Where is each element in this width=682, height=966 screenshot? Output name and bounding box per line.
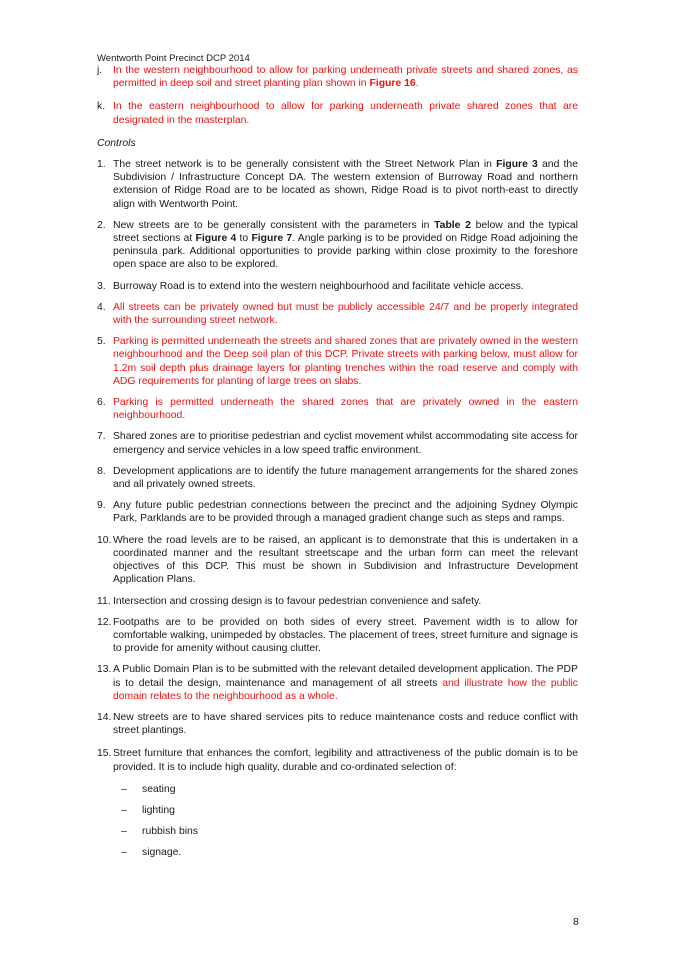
item-marker: 11. [97, 595, 111, 607]
control-14 [97, 711, 578, 737]
item-text: A Public Domain Plan is to be submitted with the relevant detailed development application. The PDP is to detail the design, maintenance and management of all streets and illustrate how the public domain relates to the neighbourhood as a whole. [113, 664, 578, 702]
item-marker: 3. [97, 280, 106, 292]
item-marker: 9. [97, 500, 106, 512]
item-text: Parking is permitted underneath the shared zones that are privately owned in the eastern neighbourhood. [113, 397, 578, 422]
dash-item-seating [97, 783, 578, 796]
control-12 [97, 616, 578, 656]
item-text: New streets are to have shared services pits to reduce maintenance costs and reduce conflict with street plantings. [113, 711, 578, 737]
item-marker: 15. [97, 748, 112, 760]
item-marker: 4. [97, 301, 106, 313]
item-marker: 6. [97, 397, 106, 409]
dash-item-lighting [97, 804, 578, 817]
dash-item-text: lighting [142, 804, 175, 816]
objective-k [97, 100, 578, 126]
item-text: New streets are to be generally consistent with the parameters in Table 2 below and the typical street sections at Figure 4 to Figure 7. Angle parking is to be provided on Ridge Road adjoining the peninsula park. Additional opportunities to provide parking within close proximity to the foreshore open space are also to be explored. [113, 219, 579, 271]
control-9 [97, 499, 578, 525]
control-7 [97, 430, 578, 456]
dash-item-signage [97, 846, 578, 859]
item-text: Any future public pedestrian connections between the precinct and the adjoining Sydney Olympic Park, Parklands are to be provided through a managed gradient change such as steps and ramps. [113, 500, 578, 525]
item-marker: k. [97, 101, 106, 113]
item-text: Footpaths are to be provided on both sides of every street. Pavement width is to allow for comfortable walking, unimpeded by obstacles. The placement of trees, street furniture and signage is to provide for amenity without causing clutter. [113, 616, 578, 655]
dash-item-rubbish-bins [97, 825, 578, 838]
control-4 [97, 301, 578, 327]
item-marker: 13. [97, 664, 112, 676]
objective-j [97, 64, 578, 90]
control-2 [97, 219, 578, 272]
item-text: Parking is permitted underneath the streets and shared zones that are privately owned in the western neighbourhood and the Deep soil plan of this DCP. Private streets with parking below, must allow for 1.2m soil depth plus drainage layers for planting trenches within the road reserve and comply with ADG requirements for planting of large trees on slabs. [113, 336, 578, 387]
control-1 [97, 158, 578, 211]
item-marker: j. [97, 65, 103, 76]
control-5 [97, 335, 578, 388]
item-text: Development applications are to identify the future management arrangements for the shared zones and all privately owned streets. [113, 465, 578, 491]
control-13 [97, 663, 578, 703]
dash-item-text: signage. [142, 847, 182, 859]
control-8 [97, 465, 578, 491]
item-text: In the western neighbourhood to allow for parking underneath private streets and shared zones, as permitted in deep soil and street planting plan shown in Figure 16. [113, 65, 578, 90]
item-marker: 12. [97, 616, 112, 628]
item-marker: 7. [97, 431, 106, 443]
item-marker: 5. [97, 336, 106, 348]
item-marker: 1. [97, 159, 106, 171]
control-10 [97, 534, 578, 587]
page-number: 8 [573, 916, 579, 928]
item-text: In the eastern neighbourhood to allow for parking underneath private shared zones that are designated in the masterplan. [113, 101, 578, 126]
item-text: All streets can be privately owned but must be publicly accessible 24/7 and be properly integrated with the surrounding street network. [113, 301, 578, 327]
item-text: The street network is to be generally consistent with the Street Network Plan in Figure 3 and the Subdivision / Infrastructure Concept DA. The western extension of Burroway Road and northern extension of Ridge Road are to be located as shown, Ridge Road is to pivot north-east to directly align with Wentworth Point. [113, 159, 578, 210]
control-11 [97, 595, 578, 608]
item-marker: 8. [97, 465, 106, 477]
item-marker: 2. [97, 219, 106, 231]
control-15 [97, 747, 578, 773]
item-marker: 10. [97, 534, 112, 546]
controls-heading: Controls [97, 137, 136, 149]
running-header: Wentworth Point Precinct DCP 2014 [97, 53, 250, 64]
item-text: Where the road levels are to be raised, an applicant is to demonstrate that this is undertaken in a coordinated manner and the resultant streetscape and the urban form can meet the relevant objectives of this DCP. This must be shown in Subdivision and Infrastructure Development Application Plans. [113, 534, 578, 586]
item-text: Intersection and crossing design is to favour pedestrian convenience and safety. [113, 595, 482, 607]
dash-marker: – [121, 783, 127, 795]
dash-marker: – [121, 804, 127, 816]
dash-item-text: seating [142, 783, 176, 795]
page-content [97, 64, 578, 860]
control-3 [97, 280, 578, 293]
dash-marker: – [121, 847, 127, 859]
item-text: Shared zones are to prioritise pedestrian and cyclist movement whilst accommodating site access for emergency and service vehicles in a low speed traffic environment. [113, 431, 578, 456]
control-6 [97, 396, 578, 422]
item-marker: 14. [97, 711, 112, 723]
item-text: Burroway Road is to extend into the western neighbourhood and facilitate vehicle access. [113, 280, 524, 292]
dash-item-text: rubbish bins [142, 826, 199, 838]
dash-marker: – [121, 826, 127, 838]
item-text: Street furniture that enhances the comfort, legibility and attractiveness of the public domain is to be provided. It is to include high quality, durable and co-ordinated selection of: [113, 748, 578, 773]
